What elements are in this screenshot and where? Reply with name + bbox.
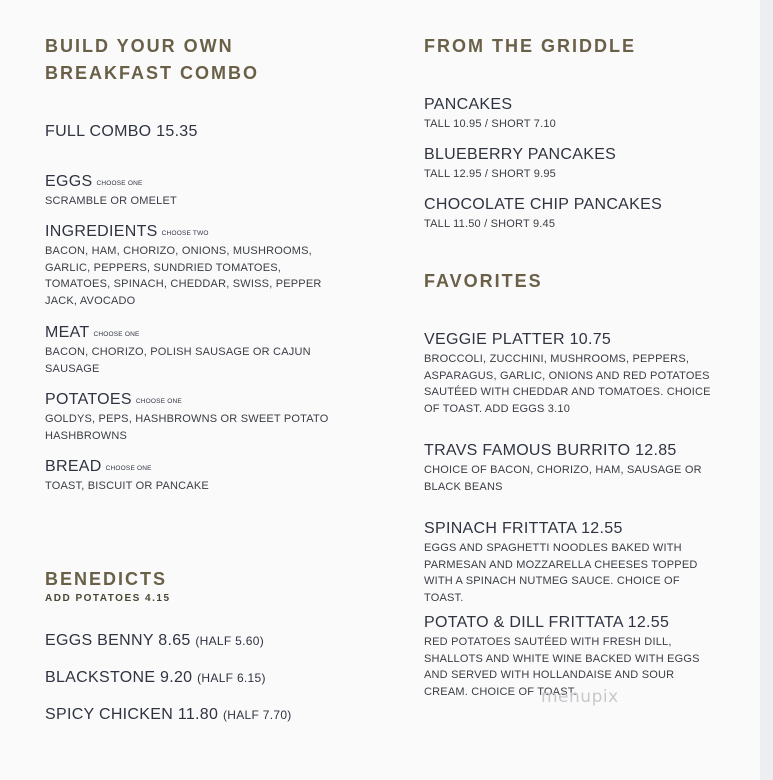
benedict-name: EGGS BENNY 8.65	[45, 632, 191, 649]
combo-group-heading	[45, 458, 335, 476]
group-note: CHOOSE ONE	[105, 465, 152, 472]
page-edge	[760, 0, 773, 780]
group-note: CHOOSE TWO	[161, 230, 209, 237]
group-desc: BACON, HAM, CHORIZO, ONIONS, MUSHROOMS, GARLIC, PEPPERS, SUNDRIED TOMATOES, TOMATOES, SPINACH, CHEDDAR, SWISS, PEPPER JACK, AVOCADO	[45, 245, 322, 307]
group-name: MEAT	[45, 324, 90, 341]
group-desc: TOAST, BISCUIT OR PANCAKE	[45, 480, 209, 492]
group-desc: BACON, CHORIZO, POLISH SAUSAGE OR CAJUN SAUSAGE	[45, 346, 311, 375]
griddle-item-price: TALL 11.50 / SHORT 9.45	[424, 218, 556, 230]
group-note: CHOOSE ONE	[135, 398, 182, 405]
griddle-item-name: BLUEBERRY PANCAKES	[424, 146, 617, 163]
benedict-item	[45, 706, 292, 724]
full-combo-price: FULL COMBO 15.35	[45, 123, 198, 140]
griddle-item	[424, 96, 556, 133]
combo-group-eggs	[45, 173, 335, 210]
combo-group-heading	[45, 324, 335, 342]
benedict-half-price: (HALF 6.15)	[197, 671, 266, 685]
favorite-item-desc: BROCCOLI, ZUCCHINI, MUSHROOMS, PEPPERS, ASPARAGUS, GARLIC, ONIONS AND RED POTATOES SAUTÉED WITH CHEDDAR AND TOMATOES. CHOICE OF TOAST. ADD EGGS 3.10	[424, 353, 711, 415]
griddle-item-price: TALL 10.95 / SHORT 7.10	[424, 118, 556, 130]
benedicts-title: BENEDICTS	[45, 569, 168, 589]
favorite-item	[424, 442, 714, 495]
benedict-half-price: (HALF 5.60)	[195, 634, 265, 648]
benedicts-note: ADD POTATOES 4.15	[45, 593, 171, 604]
benedict-item	[45, 632, 264, 650]
favorite-item-desc: CHOICE OF BACON, CHORIZO, HAM, SAUSAGE OR BLACK BEANS	[424, 464, 702, 493]
benedict-name: SPICY CHICKEN 11.80	[45, 706, 219, 723]
favorite-item-name: VEGGIE PLATTER 10.75	[424, 331, 612, 348]
favorite-item-name: TRAVS FAMOUS BURRITO 12.85	[424, 442, 677, 459]
griddle-item-price: TALL 12.95 / SHORT 9.95	[424, 168, 556, 180]
group-name: EGGS	[45, 173, 93, 190]
favorite-item-name: POTATO & DILL FRITTATA 12.55	[424, 614, 670, 631]
group-note: CHOOSE ONE	[93, 331, 140, 338]
favorite-item-desc: RED POTATOES SAUTÉED WITH FRESH DILL, SHALLOTS AND WHITE WINE BACKED WITH EGGS AND SERVED WITH HOLLANDAISE AND SOUR CREAM. CHOICE OF TOAST.	[424, 636, 700, 698]
group-desc: GOLDYS, PEPS, HASHBROWNS OR SWEET POTATO HASHBROWNS	[45, 413, 329, 442]
combo-group-ingredients	[45, 223, 330, 309]
favorite-item	[424, 520, 719, 606]
group-name: BREAD	[45, 458, 102, 475]
favorite-item-name: SPINACH FRITTATA 12.55	[424, 520, 623, 537]
griddle-item-name: CHOCOLATE CHIP PANCAKES	[424, 196, 663, 213]
benedict-half-price: (HALF 7.70)	[222, 708, 292, 722]
griddle-title: FROM THE GRIDDLE	[424, 36, 636, 56]
benedict-name: BLACKSTONE 9.20	[45, 669, 193, 686]
benedict-item	[45, 669, 266, 687]
group-name: POTATOES	[45, 391, 132, 408]
combo-group-meat	[45, 324, 335, 377]
combo-group-heading	[45, 391, 335, 409]
favorites-title: FAVORITES	[424, 271, 543, 291]
combo-group-heading	[45, 173, 335, 191]
combo-title	[45, 33, 259, 87]
griddle-item	[424, 146, 616, 183]
combo-group-heading	[45, 223, 330, 241]
combo-title-line1: BUILD YOUR OWN	[45, 36, 234, 56]
group-note: CHOOSE ONE	[96, 180, 143, 187]
favorite-item	[424, 331, 714, 417]
combo-title-line2: BREAKFAST COMBO	[45, 63, 259, 83]
griddle-item-name: PANCAKES	[424, 96, 513, 113]
griddle-item	[424, 196, 662, 233]
group-desc: SCRAMBLE OR OMELET	[45, 195, 177, 207]
watermark-logo: menupix	[541, 687, 619, 707]
combo-group-potatoes	[45, 391, 335, 444]
group-name: INGREDIENTS	[45, 223, 158, 240]
combo-group-bread	[45, 458, 335, 495]
favorite-item-desc: EGGS AND SPAGHETTI NOODLES BAKED WITH PARMESAN AND MOZZARELLA CHEESES TOPPED WITH A SPINACH NUTMEG SAUCE. CHOICE OF TOAST.	[424, 542, 698, 604]
